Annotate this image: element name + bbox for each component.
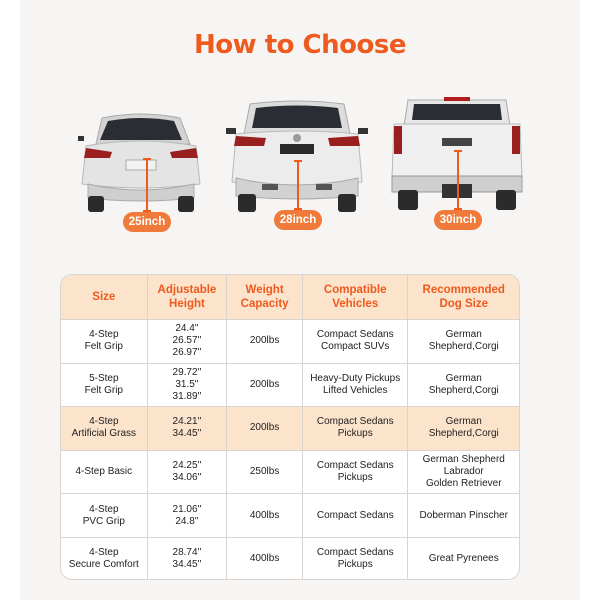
cell-vehicles: Heavy-Duty Pickups Lifted Vehicles xyxy=(302,364,408,407)
cell-dog-size: German Shepherd Labrador Golden Retriever xyxy=(407,451,519,494)
comparison-table xyxy=(60,274,520,580)
cell-vehicles: Compact Sedans Pickups xyxy=(302,538,408,580)
table-row xyxy=(61,537,519,580)
cell-vehicles: Compact Sedans xyxy=(302,494,408,537)
cell-vehicles: Compact Sedans Pickups xyxy=(302,451,408,494)
cell-size: 5-Step Felt Grip xyxy=(84,372,123,396)
header-recommended-dog-size: Recommended Dog Size xyxy=(407,275,519,319)
cell-height: 28.74'' 34.45'' xyxy=(147,538,227,580)
cell-height: 24.25'' 34.06'' xyxy=(147,451,227,494)
cell-dog-size: Great Pyrenees xyxy=(407,538,519,580)
cell-vehicles: Compact Sedans Compact SUVs xyxy=(302,320,408,363)
table-row xyxy=(61,319,519,363)
cell-weight: 400lbs xyxy=(226,494,302,537)
cell-height: 21.06'' 24.8'' xyxy=(147,494,227,537)
table-row xyxy=(61,450,519,494)
cell-size: 4-Step Artificial Grass xyxy=(71,416,137,440)
cell-dog-size: German Shepherd,Corgi xyxy=(407,407,519,450)
table-row xyxy=(61,363,519,407)
cell-weight: 200lbs xyxy=(226,364,302,407)
sedan-height-marker xyxy=(146,158,148,212)
cell-weight: 200lbs xyxy=(226,407,302,450)
cell-size: 4-Step Felt Grip xyxy=(84,329,123,353)
sedan-height-badge: 25inch xyxy=(123,212,171,232)
header-weight-capacity: Weight Capacity xyxy=(226,275,302,319)
cell-weight: 250lbs xyxy=(226,451,302,494)
cell-dog-size: German Shepherd,Corgi xyxy=(407,364,519,407)
header-adjustable-height: Adjustable Height xyxy=(147,275,227,319)
header-size: Size xyxy=(92,291,116,303)
cell-weight: 400lbs xyxy=(226,538,302,580)
cell-size: 4-Step PVC Grip xyxy=(82,503,125,527)
table-row-highlighted xyxy=(61,406,519,450)
cell-dog-size: Doberman Pinscher xyxy=(407,494,519,537)
suv-height-badge: 28inch xyxy=(274,210,322,230)
header-compatible-vehicles: Compatible Vehicles xyxy=(302,275,408,319)
table-row xyxy=(61,493,519,537)
pickup-height-marker xyxy=(457,150,459,210)
page-title: How to Choose xyxy=(194,30,406,60)
cell-vehicles: Compact Sedans Pickups xyxy=(302,407,408,450)
table-header-row xyxy=(61,275,519,319)
cell-height: 24.4'' 26.57'' 26.97'' xyxy=(147,320,227,363)
cell-size: 4-Step Basic xyxy=(75,466,133,478)
cell-height: 24.21'' 34.45'' xyxy=(147,407,227,450)
pickup-height-badge: 30inch xyxy=(434,210,482,230)
cell-height: 29.72'' 31.5'' 31.89'' xyxy=(147,364,227,407)
cell-size: 4-Step Secure Comfort xyxy=(68,547,139,571)
cell-dog-size: German Shepherd,Corgi xyxy=(407,320,519,363)
cell-weight: 200lbs xyxy=(226,320,302,363)
suv-height-marker xyxy=(297,160,299,210)
sedan-image xyxy=(78,106,204,214)
